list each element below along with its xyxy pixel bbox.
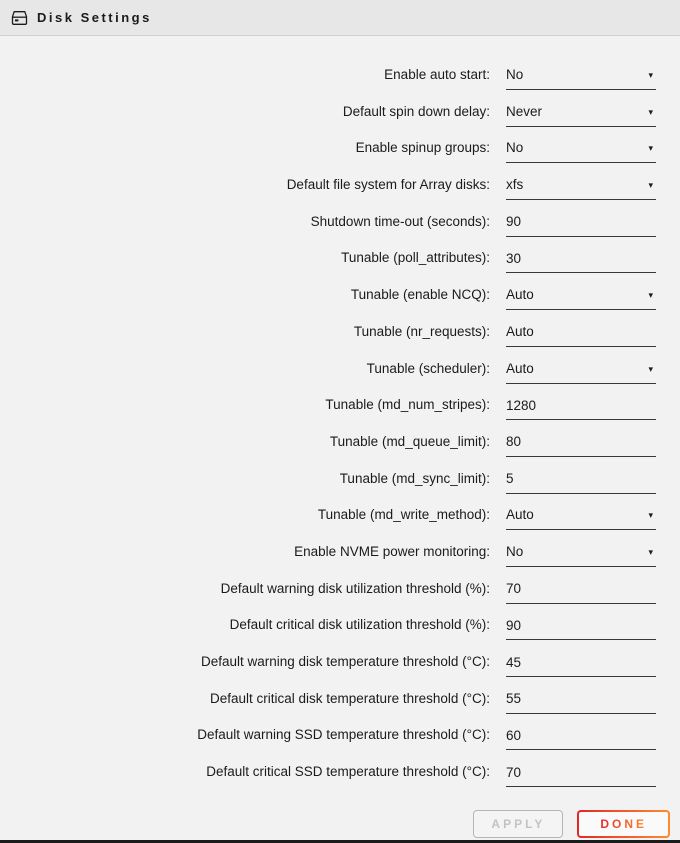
field-label: Enable spinup groups: xyxy=(355,140,490,156)
form-row xyxy=(0,99,680,127)
form-row xyxy=(0,686,680,714)
form-row xyxy=(0,722,680,750)
enable-auto-start-select[interactable] xyxy=(506,67,656,90)
title-bar xyxy=(0,0,680,36)
field-label: Default warning disk utilization threshold (%): xyxy=(220,580,490,596)
field-label: Tunable (scheduler): xyxy=(366,360,490,376)
field-label: Tunable (md_queue_limit): xyxy=(329,433,490,449)
default-critical-disk-temperature-threshold-c-input[interactable] xyxy=(506,692,656,714)
form-row xyxy=(0,576,680,604)
field-label: Default warning disk temperature threshold (°C): xyxy=(200,654,490,669)
enable-spinup-groups-select[interactable] xyxy=(506,140,656,163)
chevron-down-icon: ▾ xyxy=(648,290,653,301)
form-row xyxy=(0,245,680,273)
chevron-down-icon: ▾ xyxy=(648,510,653,521)
chevron-down-icon: ▾ xyxy=(648,143,653,154)
disk-drive-icon xyxy=(11,10,28,26)
select-value: No xyxy=(506,140,524,156)
field-label: Tunable (poll_attributes): xyxy=(341,250,490,266)
select-value: Auto xyxy=(506,360,534,376)
form-row xyxy=(0,539,680,567)
tunable-md-write-method-select[interactable] xyxy=(506,507,656,530)
field-label: Tunable (md_write_method): xyxy=(317,507,490,523)
form-row xyxy=(0,759,680,787)
tunable-enable-ncq-select[interactable] xyxy=(506,287,656,310)
form-row xyxy=(0,392,680,420)
chevron-down-icon: ▾ xyxy=(648,363,653,374)
tunable-md-queue-limit-input[interactable] xyxy=(506,435,656,457)
field-label: Tunable (enable NCQ): xyxy=(350,287,490,303)
default-spin-down-delay-select[interactable] xyxy=(506,104,656,127)
default-warning-ssd-temperature-threshold-c-input[interactable] xyxy=(506,728,656,750)
field-label: Default spin down delay: xyxy=(342,103,490,119)
select-value: No xyxy=(506,543,524,559)
form-row xyxy=(0,502,680,530)
form-row xyxy=(0,172,680,200)
select-value: Never xyxy=(506,103,543,119)
form-row xyxy=(0,135,680,163)
field-label: Tunable (md_sync_limit): xyxy=(339,470,490,486)
form-row xyxy=(0,466,680,494)
form-row xyxy=(0,612,680,640)
field-label: Enable NVME power monitoring: xyxy=(294,543,490,559)
chevron-down-icon: ▾ xyxy=(648,70,653,80)
field-label: Default warning SSD temperature threshold (°C): xyxy=(197,727,490,743)
tunable-md-num-stripes-input[interactable] xyxy=(506,398,656,420)
field-label: Shutdown time-out (seconds): xyxy=(310,213,490,229)
enable-nvme-power-monitoring-select[interactable] xyxy=(506,544,656,567)
form-row xyxy=(0,62,680,90)
done-button[interactable] xyxy=(577,810,670,838)
apply-button[interactable]: APPLY xyxy=(473,810,563,838)
chevron-down-icon: ▾ xyxy=(648,546,653,557)
form-row xyxy=(0,282,680,310)
page-title: Disk Settings xyxy=(37,10,152,25)
done-button-label: DONE xyxy=(600,817,647,832)
chevron-down-icon: ▾ xyxy=(648,180,653,191)
button-bar xyxy=(0,810,680,838)
field-label: Tunable (nr_requests): xyxy=(353,323,490,339)
field-label: Default file system for Array disks: xyxy=(286,177,490,193)
form-row xyxy=(0,356,680,384)
default-critical-disk-utilization-threshold-input[interactable] xyxy=(506,618,656,640)
field-label: Default critical SSD temperature threshold (°C): xyxy=(206,764,490,780)
select-value: xfs xyxy=(506,177,524,193)
tunable-md-sync-limit-input[interactable] xyxy=(506,472,656,494)
form-row xyxy=(0,649,680,677)
default-warning-disk-utilization-threshold-input[interactable] xyxy=(506,582,656,604)
field-label: Default critical disk temperature threshold (°C): xyxy=(210,690,490,706)
field-label: Tunable (md_num_stripes): xyxy=(325,397,490,413)
form-row xyxy=(0,319,680,347)
select-value: Auto xyxy=(506,507,534,523)
default-warning-disk-temperature-threshold-c-input[interactable] xyxy=(506,655,656,677)
default-critical-ssd-temperature-threshold-c-input[interactable] xyxy=(506,765,656,787)
field-label: Enable auto start: xyxy=(384,67,490,82)
form-row xyxy=(0,429,680,457)
form-rows xyxy=(0,62,680,787)
disk-settings-form xyxy=(0,36,680,838)
select-value: Auto xyxy=(506,287,534,303)
chevron-down-icon: ▾ xyxy=(648,106,653,117)
form-row xyxy=(0,209,680,237)
tunable-scheduler-select[interactable] xyxy=(506,361,656,384)
tunable-nr-requests-input[interactable] xyxy=(506,325,656,347)
tunable-poll-attributes-input[interactable] xyxy=(506,251,656,273)
default-file-system-for-array-disks-select[interactable] xyxy=(506,177,656,200)
field-label: Default critical disk utilization threshold (%): xyxy=(229,617,490,633)
shutdown-time-out-seconds-input[interactable] xyxy=(506,215,656,237)
select-value: No xyxy=(506,67,524,82)
